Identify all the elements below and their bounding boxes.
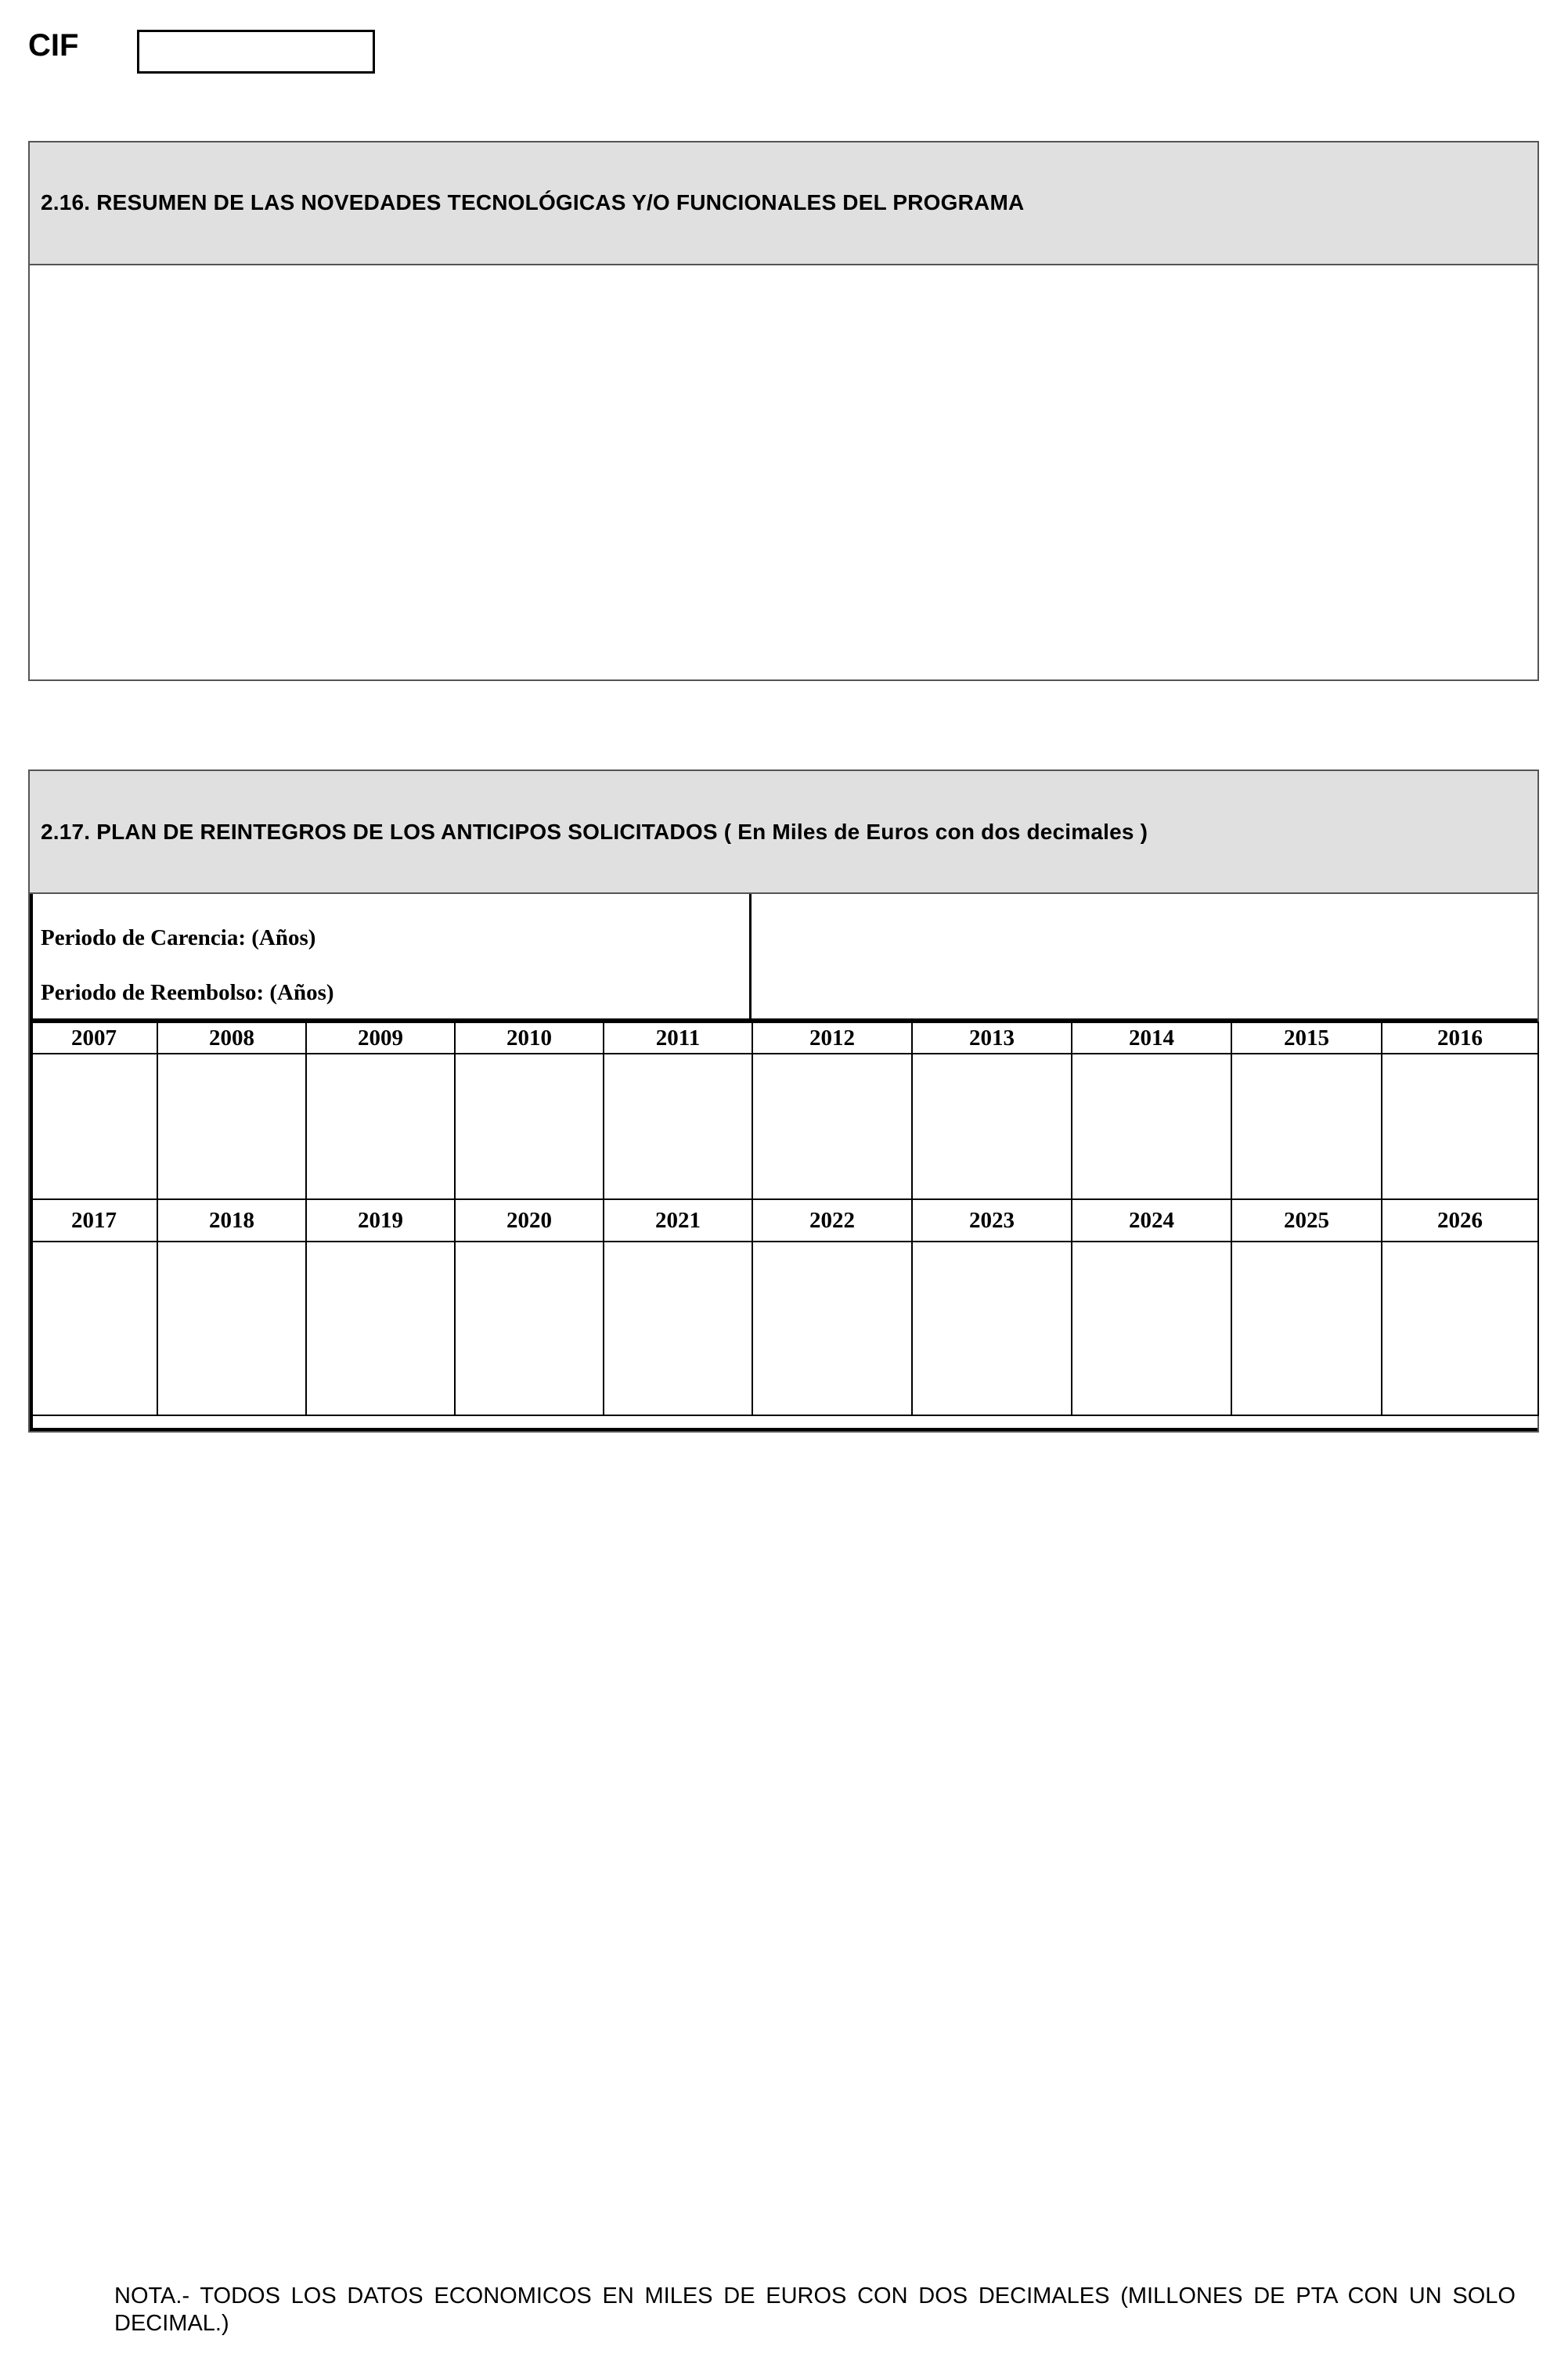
years-value-row-1 <box>31 1054 1538 1199</box>
year-header: 2025 <box>1231 1199 1382 1242</box>
table-left-border <box>30 894 33 1431</box>
periods-value-field[interactable] <box>752 894 1537 1018</box>
year-value-cell[interactable] <box>306 1242 455 1415</box>
year-value-cell[interactable] <box>1072 1054 1231 1199</box>
periods-row <box>30 894 1537 1022</box>
year-value-cell[interactable] <box>912 1242 1072 1415</box>
year-value-cell[interactable] <box>455 1242 604 1415</box>
year-header: 2007 <box>31 1022 157 1054</box>
year-header: 2009 <box>306 1022 455 1054</box>
periodo-reembolso-label: Periodo de Reembolso: (Años) <box>41 980 334 1005</box>
years-value-row-2 <box>31 1242 1538 1415</box>
year-value-cell[interactable] <box>1382 1242 1538 1415</box>
year-header: 2022 <box>752 1199 912 1242</box>
section-2-16-content-field[interactable] <box>30 265 1537 679</box>
year-header: 2026 <box>1382 1199 1538 1242</box>
year-header: 2010 <box>455 1022 604 1054</box>
year-value-cell[interactable] <box>455 1054 604 1199</box>
cif-label: CIF <box>28 28 79 63</box>
year-value-cell[interactable] <box>1231 1054 1382 1199</box>
year-value-cell[interactable] <box>1231 1242 1382 1415</box>
year-header: 2015 <box>1231 1022 1382 1054</box>
section-2-17 <box>28 770 1539 1433</box>
year-value-cell[interactable] <box>752 1054 912 1199</box>
years-header-row-2 <box>31 1199 1538 1242</box>
year-header: 2018 <box>157 1199 306 1242</box>
section-2-17-title: 2.17. PLAN DE REINTEGROS DE LOS ANTICIPOS SOLICITADOS ( En Miles de Euros con dos decimales ) <box>41 820 1148 844</box>
year-value-cell[interactable] <box>1382 1054 1538 1199</box>
year-value-cell[interactable] <box>604 1242 752 1415</box>
year-value-cell[interactable] <box>157 1054 306 1199</box>
footer-note: NOTA.- TODOS LOS DATOS ECONOMICOS EN MILES DE EUROS CON DOS DECIMALES (MILLONES DE PTA CON UN SOLO DECIMAL.) <box>114 2283 1516 2336</box>
year-value-cell[interactable] <box>157 1242 306 1415</box>
year-header: 2020 <box>455 1199 604 1242</box>
year-header: 2019 <box>306 1199 455 1242</box>
year-header: 2012 <box>752 1022 912 1054</box>
year-header: 2023 <box>912 1199 1072 1242</box>
year-header: 2011 <box>604 1022 752 1054</box>
year-value-cell[interactable] <box>306 1054 455 1199</box>
reintegros-table <box>30 1022 1539 1416</box>
periods-labels-cell <box>30 894 752 1018</box>
year-header: 2017 <box>31 1199 157 1242</box>
cif-input[interactable] <box>137 30 375 74</box>
year-header: 2013 <box>912 1022 1072 1054</box>
year-value-cell[interactable] <box>1072 1242 1231 1415</box>
periodo-carencia-label: Periodo de Carencia: (Años) <box>41 925 316 950</box>
table-bottom-border <box>30 1428 1537 1431</box>
year-header: 2008 <box>157 1022 306 1054</box>
years-header-row-1 <box>31 1022 1538 1054</box>
year-header: 2014 <box>1072 1022 1231 1054</box>
year-value-cell[interactable] <box>31 1054 157 1199</box>
section-2-16-header <box>30 142 1537 265</box>
year-value-cell[interactable] <box>31 1242 157 1415</box>
year-header: 2024 <box>1072 1199 1231 1242</box>
year-value-cell[interactable] <box>604 1054 752 1199</box>
year-value-cell[interactable] <box>912 1054 1072 1199</box>
section-2-16 <box>28 141 1539 681</box>
section-2-16-title: 2.16. RESUMEN DE LAS NOVEDADES TECNOLÓGICAS Y/O FUNCIONALES DEL PROGRAMA <box>41 190 1025 214</box>
section-2-17-header <box>30 771 1537 894</box>
year-header: 2016 <box>1382 1022 1538 1054</box>
year-header: 2021 <box>604 1199 752 1242</box>
year-value-cell[interactable] <box>752 1242 912 1415</box>
